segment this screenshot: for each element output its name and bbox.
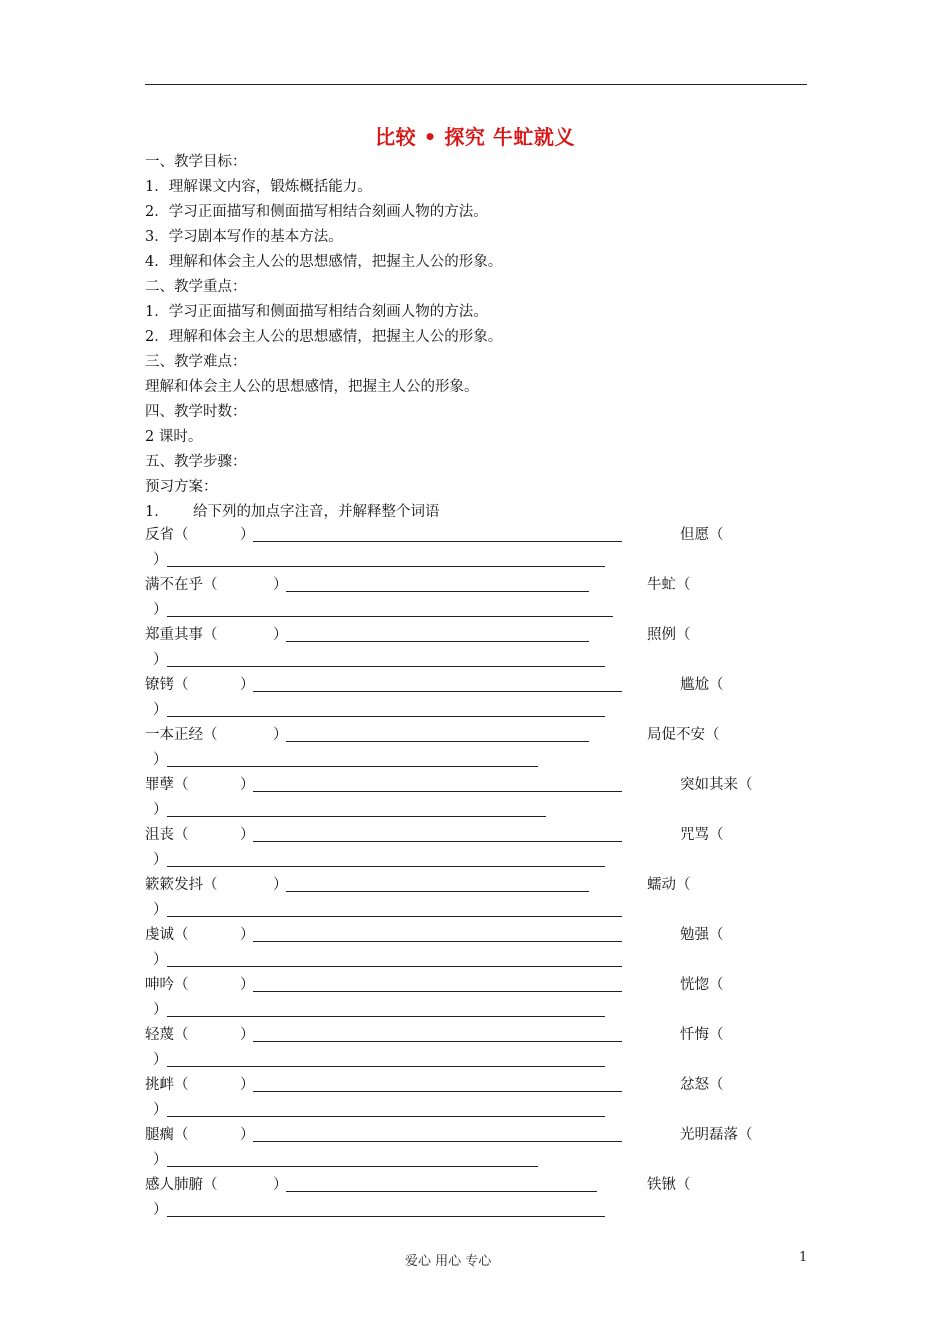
vocab-row-continued bbox=[145, 848, 807, 873]
outline-line: 2 课时。 bbox=[145, 429, 203, 445]
paren-close: ） bbox=[153, 952, 168, 968]
vocab-row-continued bbox=[145, 648, 807, 673]
answer-line[interactable] bbox=[167, 966, 622, 967]
vocab-row bbox=[145, 873, 807, 898]
vocab-row bbox=[145, 1023, 807, 1048]
paren-close: ） bbox=[153, 852, 168, 868]
paren-close: ） bbox=[153, 652, 168, 668]
vocab-word-right: 但愿（ bbox=[680, 527, 724, 543]
paren-close: ） bbox=[153, 752, 168, 768]
answer-line[interactable] bbox=[167, 1016, 605, 1017]
answer-line[interactable] bbox=[253, 541, 622, 542]
vocab-row-continued bbox=[145, 748, 807, 773]
vocab-exercise bbox=[145, 523, 807, 1223]
answer-line[interactable] bbox=[167, 816, 546, 817]
footer-motto: 爱心 用心 专心 bbox=[405, 1254, 492, 1269]
vocab-row bbox=[145, 723, 807, 748]
exercise-number: 1． bbox=[145, 504, 169, 520]
answer-line[interactable] bbox=[253, 941, 622, 942]
answer-line[interactable] bbox=[167, 716, 605, 717]
paren-close: ） bbox=[240, 927, 255, 943]
paren-close: ） bbox=[240, 977, 255, 993]
paren-close: ） bbox=[153, 1102, 168, 1118]
answer-line[interactable] bbox=[286, 641, 589, 642]
answer-line[interactable] bbox=[167, 666, 605, 667]
answer-line[interactable] bbox=[286, 891, 589, 892]
paren-close: ） bbox=[153, 1152, 168, 1168]
vocab-word-left: 反省（ bbox=[145, 527, 189, 543]
paren-close: ） bbox=[153, 802, 168, 818]
answer-line[interactable] bbox=[253, 991, 622, 992]
answer-line[interactable] bbox=[167, 1116, 605, 1117]
vocab-word-right: 铁锹（ bbox=[647, 1177, 691, 1193]
paren-close: ） bbox=[153, 602, 168, 618]
vocab-word-left: 簌簌发抖（ bbox=[145, 877, 218, 893]
vocab-word-left: 呻吟（ bbox=[145, 977, 189, 993]
vocab-word-left: 虔诚（ bbox=[145, 927, 189, 943]
outline-line: 理解和体会主人公的思想感情，把握主人公的形象。 bbox=[145, 379, 479, 395]
outline-line: 3．学习剧本写作的基本方法。 bbox=[145, 229, 343, 245]
vocab-row-continued bbox=[145, 1098, 807, 1123]
paren-close: ） bbox=[240, 527, 255, 543]
answer-line[interactable] bbox=[167, 566, 605, 567]
vocab-word-right: 忿怒（ bbox=[680, 1077, 724, 1093]
paren-close: ） bbox=[273, 1177, 288, 1193]
vocab-row bbox=[145, 673, 807, 698]
answer-line[interactable] bbox=[167, 916, 622, 917]
paren-close: ） bbox=[153, 1002, 168, 1018]
paren-close: ） bbox=[273, 627, 288, 643]
vocab-word-right: 照例（ bbox=[647, 627, 691, 643]
vocab-word-left: 郑重其事（ bbox=[145, 627, 218, 643]
vocab-row bbox=[145, 923, 807, 948]
vocab-word-left: 镣铐（ bbox=[145, 677, 189, 693]
answer-line[interactable] bbox=[167, 866, 605, 867]
vocab-row-continued bbox=[145, 898, 807, 923]
vocab-word-right: 局促不安（ bbox=[647, 727, 720, 743]
outline-line: 一、教学目标： bbox=[145, 154, 247, 170]
vocab-row bbox=[145, 523, 807, 548]
paren-close: ） bbox=[240, 1027, 255, 1043]
answer-line[interactable] bbox=[286, 741, 589, 742]
page-title: 比较 • 探究 牛虻就义 bbox=[375, 125, 575, 149]
vocab-word-left: 一本正经（ bbox=[145, 727, 218, 743]
paren-close: ） bbox=[153, 902, 168, 918]
vocab-word-right: 蠕动（ bbox=[647, 877, 691, 893]
answer-line[interactable] bbox=[286, 1191, 597, 1192]
answer-line[interactable] bbox=[253, 791, 622, 792]
paren-close: ） bbox=[240, 777, 255, 793]
vocab-word-left: 满不在乎（ bbox=[145, 577, 218, 593]
header-rule bbox=[145, 84, 807, 85]
paren-close: ） bbox=[273, 877, 288, 893]
paren-close: ） bbox=[240, 1077, 255, 1093]
answer-line[interactable] bbox=[167, 1066, 605, 1067]
vocab-row-continued bbox=[145, 948, 807, 973]
vocab-word-right: 勉强（ bbox=[680, 927, 724, 943]
vocab-row-continued bbox=[145, 998, 807, 1023]
vocab-word-right: 牛虻（ bbox=[647, 577, 691, 593]
paren-close: ） bbox=[153, 552, 168, 568]
outline-line: 1．理解课文内容，锻炼概括能力。 bbox=[145, 179, 372, 195]
vocab-word-right: 突如其来（ bbox=[680, 777, 753, 793]
vocab-row-continued bbox=[145, 1148, 807, 1173]
answer-line[interactable] bbox=[253, 1091, 622, 1092]
vocab-row-continued bbox=[145, 1198, 807, 1223]
paren-close: ） bbox=[153, 702, 168, 718]
outline-line: 4．理解和体会主人公的思想感情，把握主人公的形象。 bbox=[145, 254, 503, 270]
outline-line: 2．学习正面描写和侧面描写相结合刻画人物的方法。 bbox=[145, 204, 488, 220]
vocab-row-continued bbox=[145, 698, 807, 723]
answer-line[interactable] bbox=[167, 616, 613, 617]
paren-close: ） bbox=[273, 577, 288, 593]
answer-line[interactable] bbox=[167, 1216, 605, 1217]
exercise-text: 给下列的加点字注音，并解释整个词语 bbox=[193, 504, 440, 520]
vocab-row bbox=[145, 823, 807, 848]
paren-close: ） bbox=[153, 1202, 168, 1218]
outline-line: 四、教学时数： bbox=[145, 404, 247, 420]
answer-line[interactable] bbox=[286, 591, 589, 592]
vocab-row-continued bbox=[145, 798, 807, 823]
paren-close: ） bbox=[240, 1127, 255, 1143]
vocab-row bbox=[145, 1173, 807, 1198]
vocab-row bbox=[145, 1123, 807, 1148]
vocab-word-left: 挑衅（ bbox=[145, 1077, 189, 1093]
vocab-row bbox=[145, 973, 807, 998]
answer-line[interactable] bbox=[253, 1041, 622, 1042]
vocab-word-right: 光明磊落（ bbox=[680, 1127, 753, 1143]
paren-close: ） bbox=[240, 677, 255, 693]
vocab-row-continued bbox=[145, 598, 807, 623]
outline-line: 二、教学重点： bbox=[145, 279, 247, 295]
vocab-row bbox=[145, 1073, 807, 1098]
vocab-row bbox=[145, 623, 807, 648]
vocab-word-left: 感人肺腑（ bbox=[145, 1177, 218, 1193]
answer-line[interactable] bbox=[253, 691, 622, 692]
vocab-row-continued bbox=[145, 1048, 807, 1073]
vocab-word-left: 轻蔑（ bbox=[145, 1027, 189, 1043]
vocab-word-right: 恍惚（ bbox=[680, 977, 724, 993]
paren-close: ） bbox=[273, 727, 288, 743]
vocab-row bbox=[145, 573, 807, 598]
vocab-word-left: 罪孽（ bbox=[145, 777, 189, 793]
vocab-word-left: 沮丧（ bbox=[145, 827, 189, 843]
vocab-word-right: 尴尬（ bbox=[680, 677, 724, 693]
vocab-row-continued bbox=[145, 548, 807, 573]
vocab-word-left: 腿瘸（ bbox=[145, 1127, 189, 1143]
outline-line: 三、教学难点： bbox=[145, 354, 247, 370]
vocab-row bbox=[145, 773, 807, 798]
answer-line[interactable] bbox=[167, 766, 538, 767]
vocab-word-right: 咒骂（ bbox=[680, 827, 724, 843]
exercise-instruction bbox=[145, 500, 807, 525]
paren-close: ） bbox=[240, 827, 255, 843]
page-number: 1 bbox=[799, 1250, 808, 1265]
vocab-word-right: 忏悔（ bbox=[680, 1027, 724, 1043]
answer-line[interactable] bbox=[253, 1141, 622, 1142]
outline-line: 五、教学步骤： bbox=[145, 454, 247, 470]
outline-line: 预习方案： bbox=[145, 479, 218, 495]
paren-close: ） bbox=[153, 1052, 168, 1068]
answer-line[interactable] bbox=[253, 841, 622, 842]
answer-line[interactable] bbox=[167, 1166, 538, 1167]
lesson-outline bbox=[145, 150, 807, 525]
outline-line: 1．学习正面描写和侧面描写相结合刻画人物的方法。 bbox=[145, 304, 488, 320]
outline-line: 2．理解和体会主人公的思想感情，把握主人公的形象。 bbox=[145, 329, 503, 345]
